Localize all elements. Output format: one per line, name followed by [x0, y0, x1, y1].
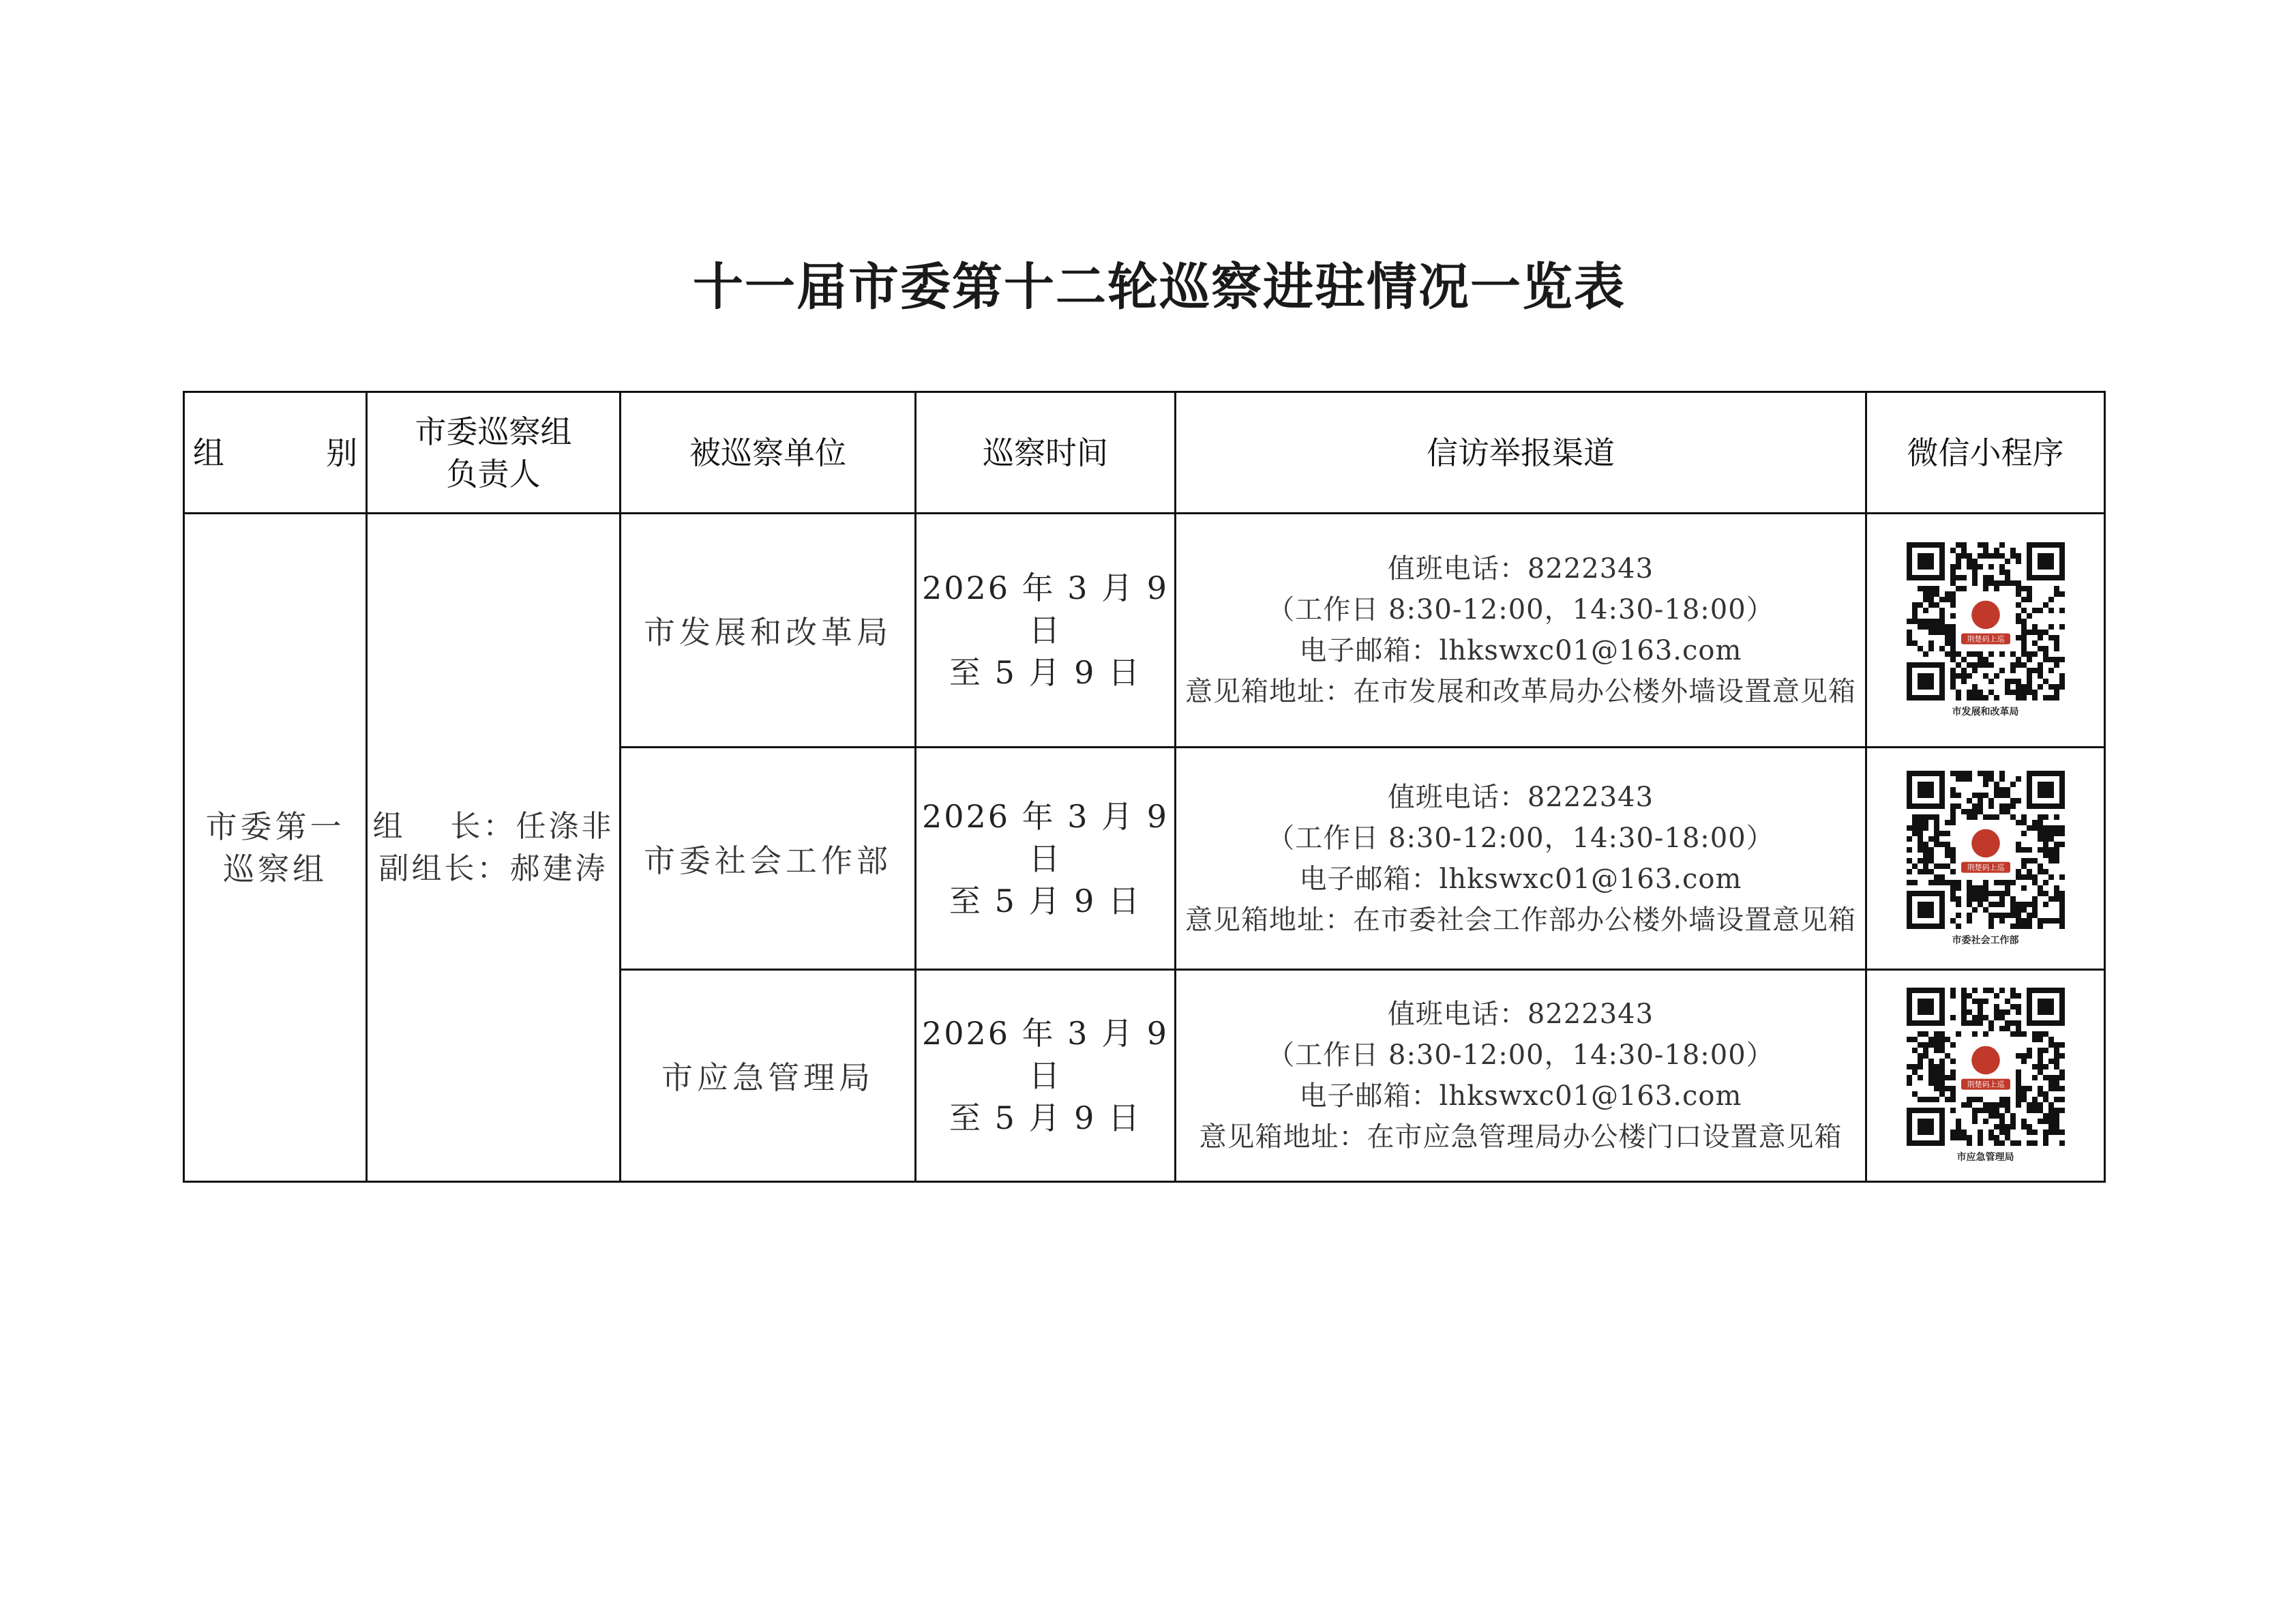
group-name-cell: [184, 514, 367, 1182]
qr-caption: 市发展和改革局: [1952, 707, 2019, 718]
channel-phone: 值班电话：8222343: [1387, 781, 1654, 813]
svg-text:荆楚码上巡: 荆楚码上巡: [1967, 1080, 2004, 1089]
unit-cell: 市应急管理局: [621, 970, 916, 1182]
time-start: 2026 年 3 月 9 日: [921, 1015, 1169, 1094]
group-leader-cell: [367, 514, 621, 1182]
qr-caption: 市委社会工作部: [1952, 934, 2019, 946]
channel-cell: [1176, 514, 1866, 748]
header-group-char2: 别: [326, 434, 358, 471]
page-title: 十一届市委第十二轮巡察进驻情况一览表: [693, 258, 1626, 316]
channel-mailbox: 意见箱地址：在市应急管理局办公楼门口设置意见箱: [1199, 1121, 1843, 1153]
channel-email[interactable]: 电子邮箱：lhkswxc01@163.com: [1299, 1080, 1742, 1112]
channel-mailbox: 意见箱地址：在市委社会工作部办公楼外墙设置意见箱: [1185, 904, 1856, 936]
inspection-table: [183, 391, 2106, 1183]
qr-cell: [1866, 970, 2105, 1182]
svg-text:荆楚码上巡: 荆楚码上巡: [1967, 863, 2004, 872]
group-name-line1: 市委第一: [205, 808, 345, 845]
header-group-char1: 组: [192, 434, 224, 471]
time-start: 2026 年 3 月 9 日: [921, 570, 1169, 649]
header-miniprogram: 微信小程序: [1866, 392, 2105, 514]
channel-phone: 值班电话：8222343: [1387, 553, 1654, 585]
time-cell: [916, 514, 1176, 748]
channel-hours: （工作日 8:30-12:00，14:30-18:00）: [1267, 822, 1774, 854]
time-end: 至 5 月 9 日: [949, 882, 1142, 919]
channel-phone: 值班电话：8222343: [1387, 999, 1654, 1030]
time-end: 至 5 月 9 日: [949, 654, 1142, 691]
group-leader-line1: 组 长：任涤非: [372, 808, 614, 844]
channel-email[interactable]: 电子邮箱：lhkswxc01@163.com: [1299, 863, 1742, 895]
unit-cell: 市委社会工作部: [621, 748, 916, 970]
svg-text:荆楚码上巡: 荆楚码上巡: [1967, 634, 2004, 644]
header-channel: 信访举报渠道: [1176, 392, 1866, 514]
header-leader: [367, 392, 621, 514]
channel-cell: [1176, 748, 1866, 970]
header-leader-line1: 市委巡察组: [415, 413, 572, 450]
header-leader-line2: 负责人: [446, 455, 541, 492]
time-cell: [916, 748, 1176, 970]
unit-cell: 市发展和改革局: [621, 514, 916, 748]
header-group: [184, 392, 367, 514]
time-end: 至 5 月 9 日: [949, 1099, 1142, 1136]
group-name-line2: 巡察组: [223, 850, 327, 887]
channel-email[interactable]: 电子邮箱：lhkswxc01@163.com: [1299, 635, 1742, 666]
qr-cell: [1866, 514, 2105, 748]
table-row: [184, 514, 2105, 748]
channel-cell: [1176, 970, 1866, 1182]
header-row: [184, 392, 2105, 514]
qr-cell: [1866, 748, 2105, 970]
time-start: 2026 年 3 月 9 日: [921, 797, 1169, 877]
header-unit: 被巡察单位: [621, 392, 916, 514]
qr-code-icon[interactable]: [1907, 542, 2065, 700]
channel-hours: （工作日 8:30-12:00，14:30-18:00）: [1267, 594, 1774, 625]
qr-code-icon[interactable]: [1907, 988, 2065, 1146]
channel-mailbox: 意见箱地址：在市发展和改革局办公楼外墙设置意见箱: [1185, 676, 1856, 707]
group-leader-line2: 副组长：郝建涛: [378, 851, 608, 886]
header-time: 巡察时间: [916, 392, 1176, 514]
qr-code-icon[interactable]: [1907, 771, 2065, 929]
channel-hours: （工作日 8:30-12:00，14:30-18:00）: [1267, 1039, 1774, 1071]
qr-caption: 市应急管理局: [1956, 1152, 2014, 1163]
time-cell: [916, 970, 1176, 1182]
